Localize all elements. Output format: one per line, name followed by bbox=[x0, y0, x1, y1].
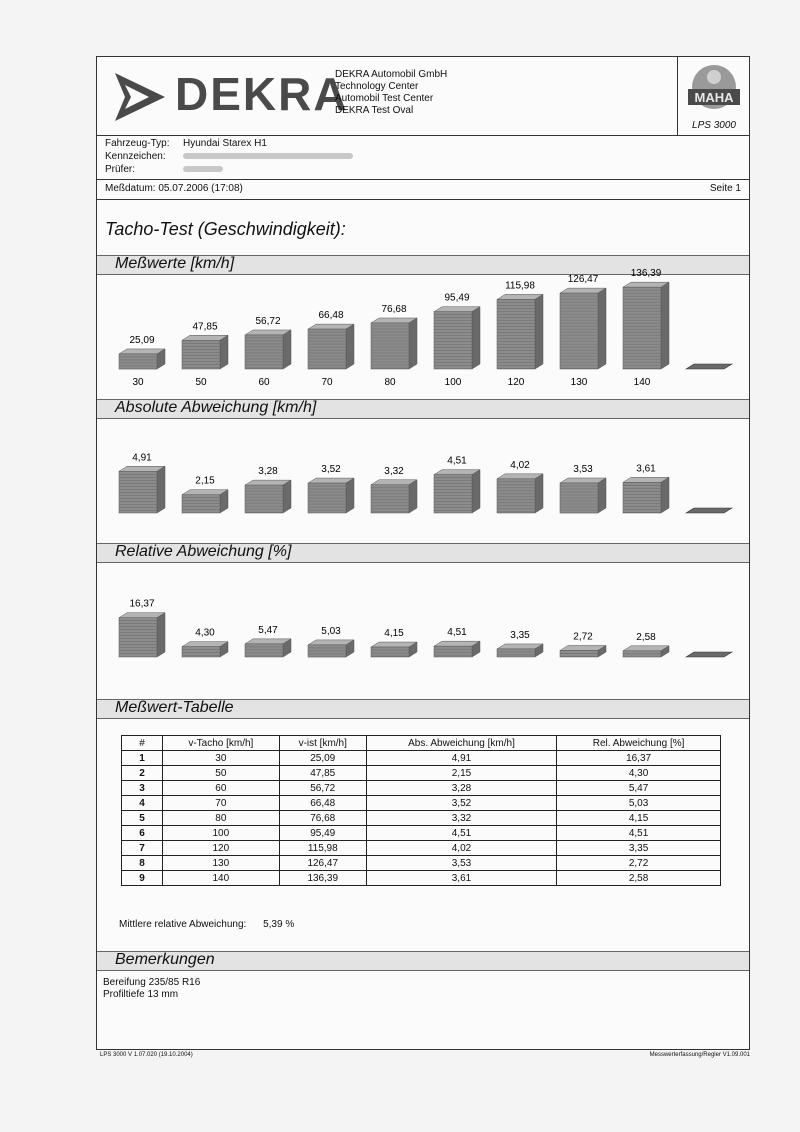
data-label: 4,30 bbox=[195, 627, 215, 639]
table-cell: 95,49 bbox=[279, 826, 366, 841]
bar bbox=[245, 639, 291, 657]
bar-side bbox=[283, 480, 291, 513]
column-header: v-ist [km/h] bbox=[279, 736, 366, 751]
bar-side bbox=[346, 478, 354, 513]
bar-side bbox=[283, 330, 291, 369]
data-label: 126,47 bbox=[567, 274, 599, 286]
report-header bbox=[97, 57, 749, 136]
company-line: DEKRA Automobil GmbH bbox=[335, 69, 448, 80]
category-label: 50 bbox=[195, 377, 207, 388]
data-label: 2,72 bbox=[573, 631, 593, 643]
table-cell: 4,51 bbox=[366, 826, 556, 841]
table-heading-band bbox=[97, 699, 749, 719]
bar-front bbox=[371, 647, 409, 657]
table-row bbox=[122, 871, 721, 886]
bar bbox=[119, 349, 165, 369]
bar-side bbox=[598, 478, 606, 513]
category-label: 140 bbox=[633, 377, 651, 388]
data-label: 3,53 bbox=[573, 463, 593, 475]
table-row bbox=[122, 766, 721, 781]
dekra-logo-icon bbox=[111, 69, 171, 125]
data-label: 2,58 bbox=[636, 631, 656, 643]
chart-heading-band bbox=[97, 399, 749, 419]
bar-side bbox=[157, 466, 165, 513]
bar bbox=[371, 318, 417, 369]
redacted-plate bbox=[183, 153, 353, 159]
table-header-row bbox=[122, 736, 721, 751]
remarks-title: Bemerkungen bbox=[115, 951, 215, 968]
data-label: 56,72 bbox=[255, 315, 281, 327]
measurement-date: Meßdatum: 05.07.2006 (17:08) bbox=[105, 183, 243, 194]
table-cell: 3,52 bbox=[366, 796, 556, 811]
table-cell: 4 bbox=[122, 796, 163, 811]
data-label: 4,51 bbox=[447, 455, 467, 467]
table-cell: 2 bbox=[122, 766, 163, 781]
data-label: 3,52 bbox=[321, 464, 341, 476]
bar bbox=[308, 478, 354, 513]
bar-front bbox=[245, 335, 283, 369]
category-label: 80 bbox=[384, 377, 396, 388]
bar bbox=[623, 282, 669, 369]
bar-side bbox=[661, 282, 669, 369]
table-cell: 130 bbox=[163, 856, 280, 871]
data-label: 66,48 bbox=[318, 310, 344, 322]
table-cell: 60 bbox=[163, 781, 280, 796]
chart-title: Relative Abweichung [%] bbox=[115, 543, 292, 560]
bar-side bbox=[472, 307, 480, 369]
dekra-wordmark: DEKRA bbox=[175, 68, 349, 120]
table-cell: 3 bbox=[122, 781, 163, 796]
data-label: 25,09 bbox=[129, 334, 155, 346]
footer-module: Messwerterfassung/Regler V1.09.001 bbox=[649, 1052, 750, 1058]
chart-title: Absolute Abweichung [km/h] bbox=[115, 399, 317, 416]
bar-side bbox=[598, 288, 606, 369]
bar-side bbox=[472, 470, 480, 513]
bar bbox=[371, 480, 417, 513]
data-label: 4,15 bbox=[384, 628, 404, 640]
column-header: # bbox=[122, 736, 163, 751]
bar-front bbox=[497, 479, 535, 513]
average-deviation-label: Mittlere relative Abweichung: bbox=[119, 919, 247, 930]
footer-version: LPS 3000 V 1.07.020 (19.10.2004) bbox=[100, 1052, 193, 1058]
measurement-date-row bbox=[97, 179, 749, 200]
plate-label: Kennzeichen: bbox=[105, 151, 166, 162]
bar bbox=[497, 644, 543, 657]
table-cell: 30 bbox=[163, 751, 280, 766]
remark-line: Bereifung 235/85 R16 bbox=[103, 977, 201, 988]
table-row bbox=[122, 811, 721, 826]
bar-side bbox=[157, 613, 165, 657]
category-label: 130 bbox=[570, 377, 588, 388]
table-cell: 126,47 bbox=[279, 856, 366, 871]
average-deviation bbox=[119, 919, 294, 930]
bar-side bbox=[409, 480, 417, 513]
bar bbox=[434, 641, 480, 657]
empty-slot bbox=[686, 652, 732, 657]
table-title: Meßwert-Tabelle bbox=[115, 699, 234, 716]
vehicle-type-value: Hyundai Starex H1 bbox=[183, 138, 267, 149]
data-label: 136,39 bbox=[630, 268, 662, 280]
table-cell: 3,53 bbox=[366, 856, 556, 871]
table-cell: 4,02 bbox=[366, 841, 556, 856]
measured-values-chart bbox=[97, 268, 749, 395]
data-label: 47,85 bbox=[192, 321, 218, 333]
report-page bbox=[96, 56, 750, 1050]
bar bbox=[497, 474, 543, 513]
bar bbox=[560, 478, 606, 513]
table-cell: 136,39 bbox=[279, 871, 366, 886]
bar bbox=[182, 490, 228, 513]
company-line: Technology Center bbox=[335, 81, 419, 92]
table-cell: 9 bbox=[122, 871, 163, 886]
data-label: 5,03 bbox=[321, 625, 341, 637]
data-label: 4,91 bbox=[132, 452, 152, 464]
bar-front bbox=[245, 485, 283, 513]
tester-label: Prüfer: bbox=[105, 164, 136, 175]
bar-side bbox=[220, 335, 228, 369]
empty-slot bbox=[686, 364, 732, 369]
table-row bbox=[122, 751, 721, 766]
page-number: Seite 1 bbox=[709, 183, 741, 194]
table-cell: 140 bbox=[163, 871, 280, 886]
bar bbox=[434, 470, 480, 513]
chart-title: Meßwerte [km/h] bbox=[115, 255, 235, 272]
table-cell: 2,72 bbox=[557, 856, 721, 871]
device-label: LPS 3000 bbox=[692, 120, 736, 131]
data-label: 3,35 bbox=[510, 629, 530, 641]
data-label: 2,15 bbox=[195, 475, 215, 487]
company-info bbox=[335, 69, 447, 117]
table-cell: 25,09 bbox=[279, 751, 366, 766]
table-cell: 120 bbox=[163, 841, 280, 856]
vehicle-type-row bbox=[105, 138, 267, 150]
bar bbox=[497, 294, 543, 369]
bar-side bbox=[661, 477, 669, 513]
table-cell: 6 bbox=[122, 826, 163, 841]
relative-deviation-chart bbox=[97, 563, 749, 683]
table-cell: 8 bbox=[122, 856, 163, 871]
maha-logo-box bbox=[677, 57, 750, 135]
measurement-table bbox=[121, 735, 721, 886]
bar bbox=[182, 642, 228, 657]
bar bbox=[182, 335, 228, 369]
data-label: 95,49 bbox=[444, 292, 470, 304]
data-label: 3,61 bbox=[636, 463, 656, 475]
table-row bbox=[122, 796, 721, 811]
bar-side bbox=[409, 318, 417, 369]
table-cell: 50 bbox=[163, 766, 280, 781]
bar-front bbox=[497, 649, 535, 657]
bar bbox=[434, 307, 480, 369]
bar bbox=[560, 288, 606, 369]
bar bbox=[371, 642, 417, 657]
table-row bbox=[122, 856, 721, 871]
table-cell: 1 bbox=[122, 751, 163, 766]
table-cell: 16,37 bbox=[557, 751, 721, 766]
table-cell: 5,47 bbox=[557, 781, 721, 796]
bar-front bbox=[560, 293, 598, 369]
remark-line: Profiltiefe 13 mm bbox=[103, 989, 179, 1000]
data-label: 115,98 bbox=[505, 280, 535, 292]
company-line: DEKRA Test Oval bbox=[335, 105, 414, 116]
column-header: Rel. Abweichung [%] bbox=[557, 736, 721, 751]
table-cell: 3,32 bbox=[366, 811, 556, 826]
table-cell: 80 bbox=[163, 811, 280, 826]
tester-row bbox=[105, 164, 223, 176]
column-header: v-Tacho [km/h] bbox=[163, 736, 280, 751]
data-label: 5,47 bbox=[258, 624, 278, 636]
category-label: 120 bbox=[507, 377, 525, 388]
category-label: 60 bbox=[258, 377, 270, 388]
table-cell: 4,91 bbox=[366, 751, 556, 766]
data-label: 4,51 bbox=[447, 627, 467, 639]
vehicle-type-label: Fahrzeug-Typ: bbox=[105, 138, 170, 149]
table-cell: 3,28 bbox=[366, 781, 556, 796]
remarks-heading-band bbox=[97, 951, 749, 971]
bar-side bbox=[535, 294, 543, 369]
table-cell: 3,35 bbox=[557, 841, 721, 856]
category-label: 30 bbox=[132, 377, 144, 388]
absolute-deviation-chart bbox=[97, 419, 749, 539]
table-row bbox=[122, 841, 721, 856]
table-row bbox=[122, 826, 721, 841]
table-cell: 66,48 bbox=[279, 796, 366, 811]
table-cell: 100 bbox=[163, 826, 280, 841]
table-row bbox=[122, 781, 721, 796]
table-cell: 70 bbox=[163, 796, 280, 811]
maha-logo-text: MAHA bbox=[694, 90, 734, 105]
plate-row bbox=[105, 151, 353, 163]
page-title: Tacho-Test (Geschwindigkeit): bbox=[105, 219, 346, 239]
bar bbox=[245, 330, 291, 369]
table-cell: 56,72 bbox=[279, 781, 366, 796]
bar-front bbox=[623, 482, 661, 513]
bar bbox=[119, 466, 165, 513]
company-line: Automobil Test Center bbox=[335, 93, 434, 104]
table-cell: 3,61 bbox=[366, 871, 556, 886]
table-cell: 115,98 bbox=[279, 841, 366, 856]
bar-front bbox=[119, 354, 157, 369]
bar-side bbox=[535, 474, 543, 513]
maha-logo-icon bbox=[678, 59, 750, 119]
table-cell: 76,68 bbox=[279, 811, 366, 826]
bar bbox=[560, 645, 606, 657]
data-label: 3,32 bbox=[384, 465, 404, 477]
data-label: 76,68 bbox=[381, 303, 407, 315]
vehicle-info bbox=[97, 135, 749, 180]
bar-front bbox=[182, 340, 220, 369]
bar bbox=[119, 613, 165, 657]
bar bbox=[308, 640, 354, 657]
bar-front bbox=[497, 299, 535, 369]
data-label: 16,37 bbox=[129, 598, 155, 610]
table-cell: 4,15 bbox=[557, 811, 721, 826]
bar-side bbox=[346, 324, 354, 369]
category-label: 70 bbox=[321, 377, 333, 388]
bar bbox=[623, 646, 669, 657]
chart-heading-band bbox=[97, 543, 749, 563]
table-cell: 5,03 bbox=[557, 796, 721, 811]
bar bbox=[623, 477, 669, 513]
table-cell: 47,85 bbox=[279, 766, 366, 781]
table-cell: 4,51 bbox=[557, 826, 721, 841]
redacted-tester bbox=[183, 166, 223, 172]
data-label: 4,02 bbox=[510, 459, 530, 471]
table-cell: 7 bbox=[122, 841, 163, 856]
table-cell: 4,30 bbox=[557, 766, 721, 781]
category-label: 100 bbox=[444, 377, 462, 388]
empty-slot bbox=[686, 508, 732, 513]
bar-front bbox=[245, 644, 283, 657]
table-cell: 5 bbox=[122, 811, 163, 826]
data-label: 3,28 bbox=[258, 466, 278, 478]
remarks-content bbox=[103, 977, 200, 1001]
average-deviation-value: 5,39 % bbox=[263, 919, 295, 930]
table-cell: 2,58 bbox=[557, 871, 721, 886]
column-header: Abs. Abweichung [km/h] bbox=[366, 736, 556, 751]
bar bbox=[245, 480, 291, 513]
bar bbox=[308, 324, 354, 369]
bar-front bbox=[434, 312, 472, 369]
table-cell: 2,15 bbox=[366, 766, 556, 781]
